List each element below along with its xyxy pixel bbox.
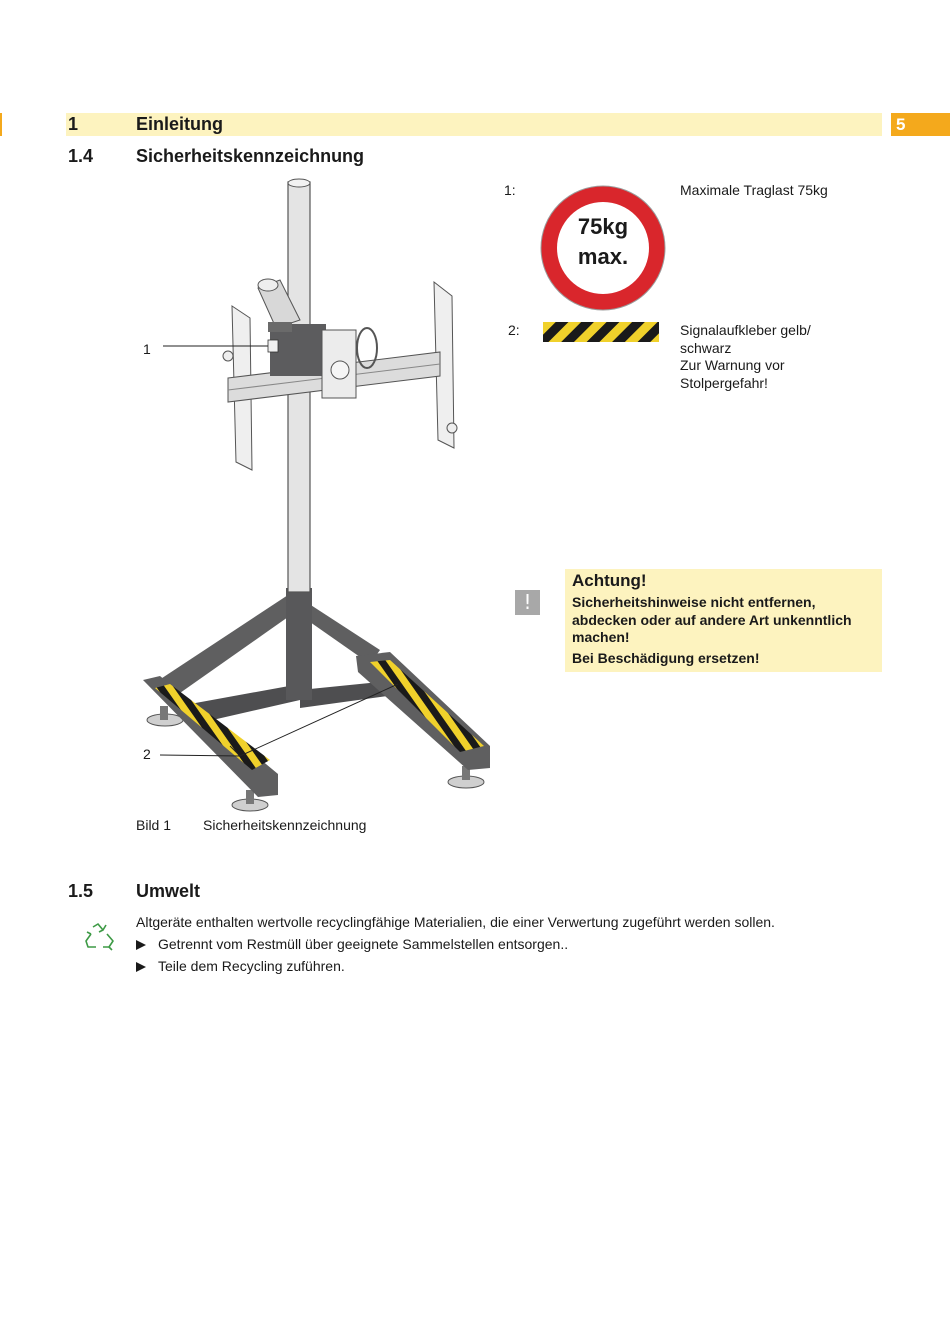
legend-text-2 <box>680 322 880 392</box>
section-title-1-4: Sicherheitskennzeichnung <box>136 146 365 166</box>
chapter-title: Einleitung <box>136 114 223 134</box>
warning-line-2: abdecken oder auf andere Art unkenntlich <box>572 611 852 628</box>
sign-line-2: max. <box>577 244 629 269</box>
warning-title: Achtung! <box>572 571 647 590</box>
list-item-text-1: Getrennt vom Restmüll über geeignete Sammelstellen entsorgen.. <box>158 936 569 952</box>
recycling-icon <box>84 922 116 952</box>
stand-illustration <box>130 170 510 820</box>
section-number-1-4: 1.4 <box>68 146 94 166</box>
max-load-sign <box>539 184 667 312</box>
chapter-number: 1 <box>68 114 79 134</box>
bullet-arrow-icon <box>136 940 146 950</box>
list-item <box>136 958 345 974</box>
legend-key-1: 1: <box>504 182 516 198</box>
bullet-arrow-icon <box>136 962 146 972</box>
figure-caption-label: Bild 1 <box>136 817 172 833</box>
warning-line-1: Sicherheitshinweise nicht entfernen, <box>572 594 816 610</box>
warning-text <box>572 594 877 647</box>
sign-line-1: 75kg <box>577 214 629 239</box>
hazard-sticker-icon <box>543 322 659 342</box>
callout-1: 1 <box>143 341 151 357</box>
legend-text-2-line-1: Signalaufkleber gelb/ <box>680 322 811 338</box>
list-item <box>136 936 568 952</box>
warning-text-2: Bei Beschädigung ersetzen! <box>572 650 760 666</box>
page-edge-marker <box>0 113 2 136</box>
page-number: 5 <box>896 115 906 134</box>
section-number-1-5: 1.5 <box>68 881 94 901</box>
legend-text-1: Maximale Traglast 75kg <box>680 182 828 198</box>
section-title-1-5: Umwelt <box>136 881 201 901</box>
legend-text-2-line-4: Stolpergefahr! <box>680 374 768 391</box>
legend-text-2-line-3: Zur Warnung vor <box>680 357 785 373</box>
list-item-text-2: Teile dem Recycling zuführen. <box>158 958 345 974</box>
figure-caption-text: Sicherheitskennzeichnung <box>203 817 367 833</box>
legend-text-2-line-2: schwarz <box>680 339 732 356</box>
callout-2: 2 <box>143 746 151 762</box>
environment-intro: Altgeräte enthalten wertvolle recyclingfähige Materialien, die einer Verwertung zugeführt werden sollen. <box>136 914 775 930</box>
legend-key-2: 2: <box>508 322 520 338</box>
warning-line-3: machen! <box>572 629 630 645</box>
exclamation-icon: ! <box>515 590 540 615</box>
